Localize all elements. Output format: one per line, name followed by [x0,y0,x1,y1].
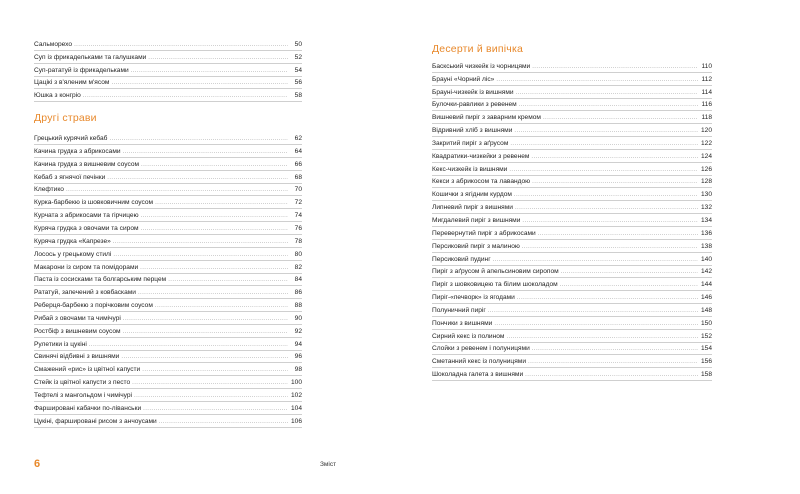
toc-entry[interactable] [34,286,302,299]
toc-entry[interactable] [432,137,712,150]
toc-entry-page: 66 [294,160,302,168]
toc-entry-page: 70 [294,186,302,194]
toc-entry-title: Булочки-равлики з ревенем [432,101,517,109]
toc-entry-title: Цацікі з в'яленим м'ясом [34,79,110,87]
toc-entry-title: Кекс-чизкейк із вишнями [432,165,508,173]
toc-entry[interactable] [432,86,712,99]
dot-leader [140,264,288,272]
dot-leader [561,268,698,276]
toc-entry-page: 92 [294,327,302,335]
left-column [34,38,302,428]
toc-entry-title: Курчата з абрикосами та гірчицею [34,212,139,220]
toc-entry[interactable] [34,89,302,102]
toc-entry-title: Тефтелі з мангольдом і чимічурі [34,391,132,399]
toc-entry[interactable] [432,176,712,189]
toc-entry-page: 118 [701,114,712,122]
toc-entry-page: 134 [700,216,712,224]
toc-entry[interactable] [34,77,302,90]
dot-leader [514,191,698,199]
toc-entry[interactable] [34,51,302,64]
toc-entry-page: 76 [294,224,302,232]
dot-leader [494,320,698,328]
toc-entry-title: Смажений «рис» із цвітної капусти [34,366,141,374]
toc-entry[interactable] [34,325,302,338]
dot-leader [496,76,698,84]
toc-entry-title: Вишневий пиріг з заварним кремом [432,114,541,122]
toc-entry-page: 130 [700,191,712,199]
toc-entry[interactable] [34,415,302,428]
dot-leader [515,204,698,212]
toc-entry-page: 116 [701,101,712,109]
toc-list-soups [34,38,302,102]
toc-entry[interactable] [432,330,712,343]
toc-entry-title: Грецький курячий кебаб [34,135,108,143]
toc-entry-title: Слойки з ревенем і полуницями [432,345,530,353]
toc-entry-title: Клефтико [34,186,64,194]
toc-entry-page: 68 [294,173,302,181]
toc-entry[interactable] [432,163,712,176]
toc-entry-title: Закритий пиріг з аґрусом [432,139,509,147]
toc-entry-title: Пиріг з шовковицею та білим шоколадом [432,281,558,289]
toc-entry[interactable] [432,355,712,368]
toc-entry-page: 86 [294,289,302,297]
toc-entry-title: Рататуй, запечений з ковбасками [34,289,136,297]
toc-entry-page: 54 [294,66,302,74]
dot-leader [123,315,288,323]
toc-entry[interactable] [34,402,302,415]
toc-entry-title: Фаршировані кабачки по-ліванськи [34,404,142,412]
toc-entry[interactable] [34,196,302,209]
toc-entry[interactable] [432,227,712,240]
toc-entry-title: Полуничний пиріг [432,306,486,314]
toc-entry-title: Баскський чизкейк із чорницями [432,62,531,70]
toc-entry-title: Персиковий пиріг з малиною [432,242,520,250]
toc-list-desserts [432,60,712,381]
dot-leader [155,302,288,310]
toc-entry-page: 156 [700,358,712,366]
toc-entry-title: Липневий пиріг з вишнями [432,204,513,212]
toc-entry-page: 132 [700,204,712,212]
dot-leader [528,358,698,366]
dot-leader [159,418,288,426]
toc-entry-page: 96 [294,353,302,361]
toc-entry[interactable] [34,171,302,184]
toc-entry-page: 152 [700,332,712,340]
toc-entry-title: Паста із сосисками та болгарським перцем [34,276,167,284]
toc-entry[interactable] [432,291,712,304]
toc-entry-page: 126 [700,165,712,173]
toc-entry[interactable] [34,363,302,376]
dot-leader [142,366,288,374]
toc-entry[interactable] [34,38,302,51]
toc-entry[interactable] [432,99,712,112]
dot-leader [522,243,698,251]
toc-entry-page: 146 [700,294,712,302]
toc-entry-page: 142 [700,268,712,276]
toc-entry-title: Сальморехо [34,40,73,48]
dot-leader [532,178,698,186]
toc-entry-title: Відривний хліб з вишнями [432,127,513,135]
right-column [432,38,712,381]
page-number: 6 [34,458,41,470]
toc-entry-title: Пиріг з аґрусом й апельсиновим сиропом [432,268,559,276]
dot-leader [66,186,288,194]
toc-entry[interactable] [432,317,712,330]
toc-entry[interactable] [432,240,712,253]
dot-leader [517,294,698,302]
dot-leader [132,379,288,387]
toc-entry-title: Брауні-чизкейк із вишнями [432,88,514,96]
toc-entry-page: 154 [700,345,712,353]
toc-entry[interactable] [34,389,302,402]
toc-entry-page: 140 [700,255,712,263]
toc-entry-title: Цукіні, фаршировані рисом з анчоусами [34,417,157,425]
toc-entry-title: Кекси з абрикосом та лавандою [432,178,531,186]
toc-entry-page: 114 [701,88,712,96]
toc-entry-page: 62 [294,135,302,143]
toc-entry-page: 98 [294,366,302,374]
dot-leader [113,238,288,246]
dot-leader [155,199,288,207]
toc-list-main-dishes [34,132,302,427]
toc-entry-title: Квадратики-чизкейки з ревенем [432,152,530,160]
toc-entry-page: 128 [700,178,712,186]
toc-entry[interactable] [432,214,712,227]
toc-entry-page: 110 [701,62,712,70]
toc-entry-page: 94 [294,340,302,348]
dot-leader [522,217,698,225]
dot-leader [143,405,288,413]
dot-leader [141,225,288,233]
dot-leader [509,166,698,174]
dot-leader [134,392,288,400]
toc-entry-page: 72 [294,199,302,207]
dot-leader [123,148,288,156]
dot-leader [531,153,698,161]
toc-entry-page: 150 [700,319,712,327]
toc-entry-title: Рибай з овочами та чимічурі [34,314,121,322]
toc-entry-page: 124 [700,152,712,160]
toc-entry-title: Перевернутий пиріг з абрикосами [432,229,536,237]
toc-entry[interactable] [34,248,302,261]
toc-entry-page: 88 [294,302,302,310]
toc-entry-page: 90 [294,314,302,322]
toc-entry-title: Свинячі відбивні з вишнями [34,353,120,361]
toc-entry-page: 136 [700,229,712,237]
toc-entry[interactable] [34,145,302,158]
toc-entry-title: Стейк із цвітної капусти з песто [34,379,131,387]
dot-leader [493,256,698,264]
toc-entry-page: 58 [294,92,302,100]
toc-entry-title: Куряча грудка «Капрезе» [34,237,111,245]
toc-entry-title: Сметанний кекс із полуницями [432,358,526,366]
toc-entry-page: 64 [294,147,302,155]
dot-leader [121,353,288,361]
toc-entry[interactable] [34,64,302,77]
toc-entry-title: Ростбіф з вишневим соусом [34,327,121,335]
toc-entry[interactable] [34,274,302,287]
toc-entry-page: 102 [290,391,302,399]
toc-entry-title: Суп-рататуй із фрикадельками [34,66,129,74]
dot-leader [168,276,288,284]
toc-entry[interactable] [34,235,302,248]
toc-entry-title: Лосось у грецькому стилі [34,250,112,258]
toc-entry-title: Макарони із сиром та помідорами [34,263,139,271]
toc-entry-title: Сирний кекс із полином [432,332,505,340]
toc-entry-page: 158 [700,371,712,379]
dot-leader [532,345,698,353]
toc-entry-page: 100 [290,379,302,387]
toc-entry-title: Рулетики із цукіні [34,340,87,348]
dot-leader [138,289,288,297]
toc-entry-page: 80 [294,250,302,258]
toc-entry-title: Кебаб з ягнячої печінки [34,173,106,181]
toc-entry[interactable] [432,278,712,291]
toc-entry-title: Персиковий пудинг [432,255,491,263]
toc-entry[interactable] [432,343,712,356]
toc-entry[interactable] [432,60,712,73]
dot-leader [141,212,288,220]
toc-entry[interactable] [34,376,302,389]
section-title-main-dishes: Другі страви [34,112,97,125]
toc-entry-page: 52 [294,53,302,61]
toc-entry[interactable] [34,351,302,364]
toc-entry-page: 122 [700,139,712,147]
toc-entry-page: 50 [294,40,302,48]
toc-entry[interactable] [34,132,302,145]
toc-entry-page: 78 [294,237,302,245]
toc-entry[interactable] [34,184,302,197]
dot-leader [107,174,288,182]
dot-leader [89,341,288,349]
section-title-desserts: Десерти й випічка [432,43,524,55]
dot-leader [74,41,288,49]
dot-leader [525,371,698,379]
dot-leader [532,63,698,71]
toc-entry-page: 148 [700,306,712,314]
toc-entry-title: Куряча грудка з овочами та сиром [34,224,139,232]
toc-entry-page: 120 [700,127,712,135]
dot-leader [131,67,288,75]
dot-leader [83,92,288,100]
toc-entry-title: Пиріг-«печворк» із ягодами [432,294,515,302]
toc-entry[interactable] [34,338,302,351]
toc-entry-title: Реберця-барбекю з порічковим соусом [34,302,153,310]
toc-entry-title: Пончики з вишнями [432,319,493,327]
running-head: Зміст [320,461,337,468]
toc-entry[interactable] [432,124,712,137]
toc-entry[interactable] [432,304,712,317]
dot-leader [510,140,698,148]
dot-leader [560,281,698,289]
toc-entry-page: 144 [700,281,712,289]
toc-entry-page: 138 [700,242,712,250]
toc-entry-page: 74 [294,212,302,220]
toc-entry-title: Юшка з конгріо [34,92,81,100]
dot-leader [111,79,288,87]
toc-entry-title: Шоколадна галета з вишнями [432,371,524,379]
toc-entry[interactable] [34,261,302,274]
toc-entry-page: 84 [294,276,302,284]
toc-entry[interactable] [432,188,712,201]
toc-entry[interactable] [432,266,712,279]
toc-entry[interactable] [432,201,712,214]
toc-entry[interactable] [432,368,712,381]
toc-entry-title: Курка-барбекю із шовковичним соусом [34,199,154,207]
toc-entry-page: 56 [294,79,302,87]
toc-entry-title: Мигдалевий пиріг з вишнями [432,216,521,224]
toc-entry[interactable] [34,299,302,312]
toc-entry[interactable] [432,73,712,86]
toc-entry[interactable] [34,209,302,222]
toc-entry-title: Брауні «Чорний ліс» [432,75,495,83]
dot-leader [514,127,698,135]
toc-entry[interactable] [432,150,712,163]
dot-leader [519,101,698,109]
toc-entry[interactable] [432,253,712,266]
dot-leader [488,307,698,315]
toc-entry[interactable] [34,158,302,171]
dot-leader [109,135,288,143]
toc-entry[interactable] [34,312,302,325]
dot-leader [538,230,698,238]
toc-entry-title: Качина грудка з вишневим соусом [34,160,140,168]
toc-entry-page: 104 [290,404,302,412]
toc-entry-page: 112 [701,75,712,83]
toc-entry-title: Суп із фрикадельками та галушками [34,53,147,61]
toc-entry-title: Кошички з ягідним курдом [432,191,512,199]
toc-entry-page: 82 [294,263,302,271]
dot-leader [506,333,698,341]
dot-leader [113,251,288,259]
dot-leader [516,89,698,97]
toc-entry-title: Качина грудка з абрикосами [34,147,121,155]
toc-entry[interactable] [432,111,712,124]
toc-entry-page: 106 [290,417,302,425]
dot-leader [123,328,288,336]
dot-leader [141,161,288,169]
dot-leader [543,114,698,122]
dot-leader [148,54,288,62]
toc-entry[interactable] [34,222,302,235]
